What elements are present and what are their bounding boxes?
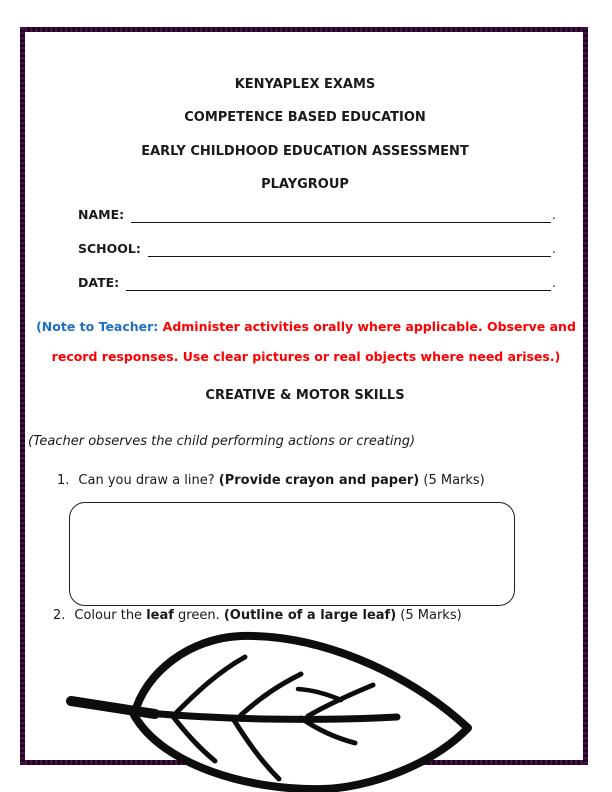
school-blank-line — [148, 242, 551, 257]
question-1 — [57, 473, 485, 488]
question-2-number: 2. — [53, 608, 66, 623]
title-curriculum: COMPETENCE BASED EDUCATION — [184, 110, 426, 125]
date-line-period: . — [552, 275, 556, 290]
question-1-material-note: (Provide crayon and paper) — [218, 473, 420, 488]
name-label: NAME: — [78, 207, 125, 222]
name-field-row — [78, 207, 556, 223]
teacher-note-line-1 — [8, 319, 604, 334]
observation-note: (Teacher observes the child performing actions or creating) — [28, 434, 416, 449]
question-2 — [53, 608, 462, 623]
question-2-marks: (5 Marks) — [396, 608, 462, 623]
name-blank-line — [131, 208, 551, 223]
question-2-text-a: Colour the — [74, 608, 147, 623]
section-heading: CREATIVE & MOTOR SKILLS — [205, 388, 405, 403]
title-exam-name: KENYAPLEX EXAMS — [234, 77, 376, 92]
page-border-top — [20, 27, 588, 32]
name-line-period: . — [552, 207, 556, 222]
question-1-text: Can you draw a line? — [78, 473, 219, 488]
question-2-text-b: green. — [173, 608, 224, 623]
date-blank-line — [126, 276, 551, 291]
question-2-material-note: (Outline of a large leaf) — [223, 608, 397, 623]
teacher-note-line-2: record responses. Use clear pictures or real objects where need arises.) — [51, 349, 561, 364]
question-1-marks: (5 Marks) — [419, 473, 485, 488]
school-line-period: . — [552, 241, 556, 256]
teacher-note-body: Administer activities orally where applicable. Observe and — [162, 319, 576, 334]
question-2-leaf-word: leaf — [146, 608, 174, 623]
leaf-outline-icon — [55, 628, 475, 792]
drawing-answer-box — [69, 502, 515, 606]
title-assessment: EARLY CHILDHOOD EDUCATION ASSESSMENT — [141, 144, 469, 159]
teacher-note-prefix: (Note to Teacher: — [36, 319, 163, 334]
school-label: SCHOOL: — [78, 241, 141, 256]
title-level: PLAYGROUP — [261, 177, 349, 192]
date-label: DATE: — [78, 275, 120, 290]
school-field-row — [78, 241, 556, 257]
date-field-row — [78, 275, 556, 291]
question-1-number: 1. — [57, 473, 70, 488]
